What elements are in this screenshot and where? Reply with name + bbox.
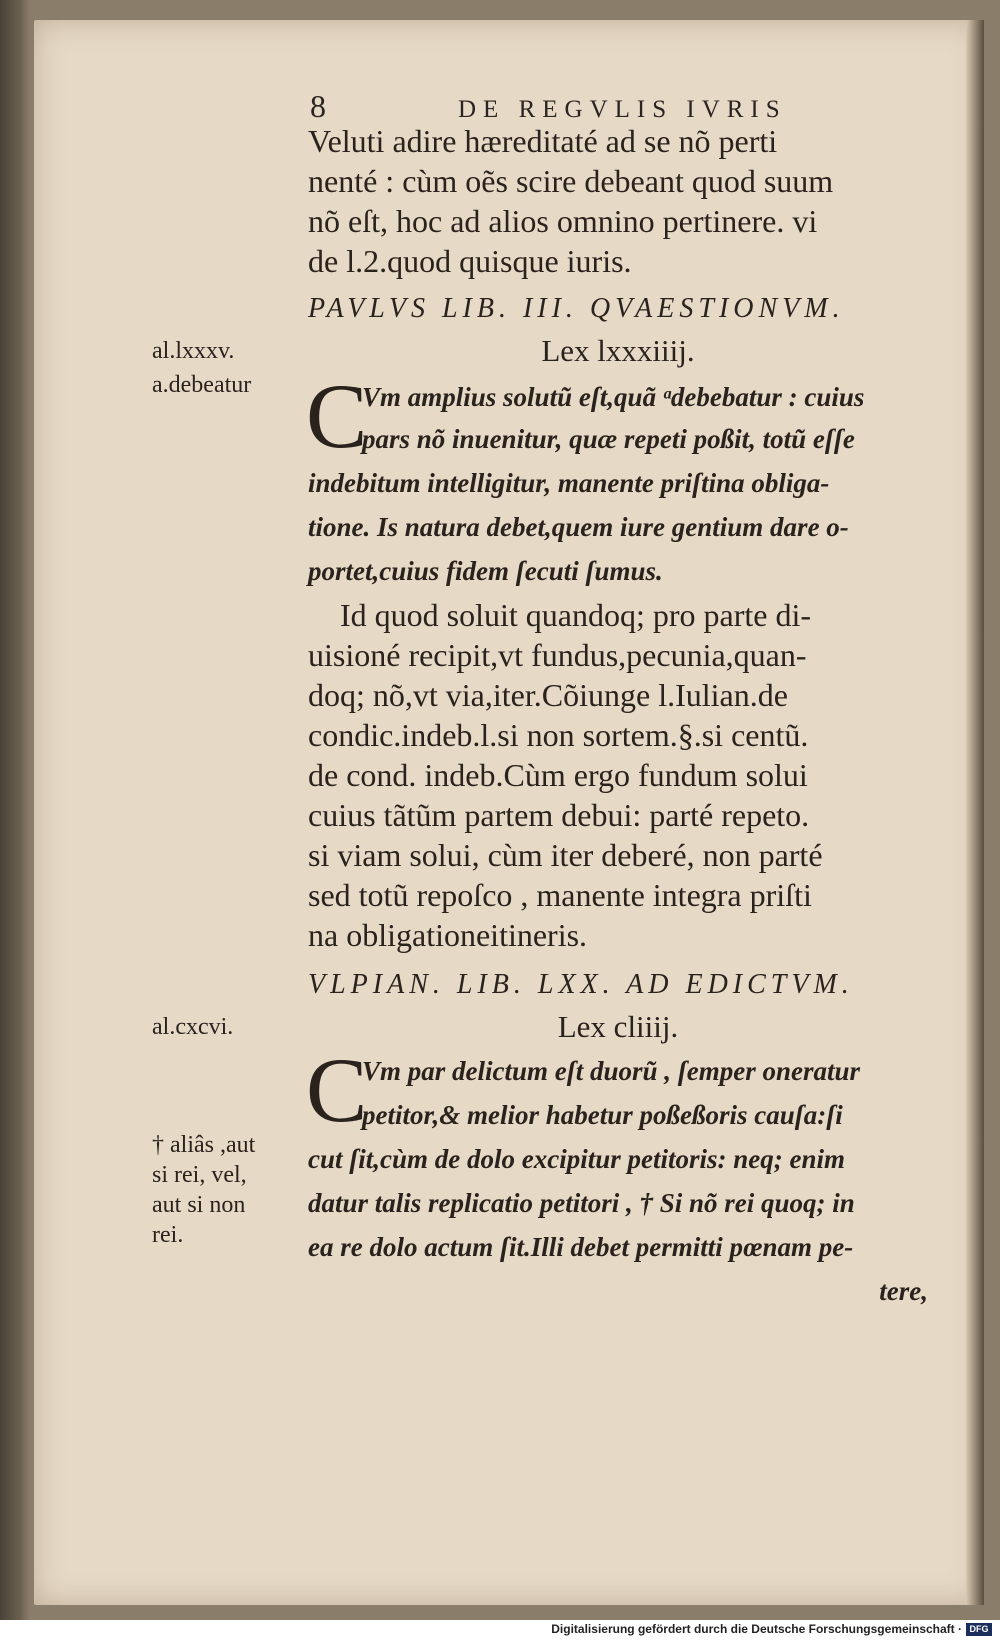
italic-line: tione. Is natura debet,quem iure gentium dare o- <box>308 512 849 542</box>
margin-note: † aliâs ,aut <box>152 1132 256 1158</box>
drop-initial: C <box>306 365 368 467</box>
text-line: de cond. indeb.Cùm ergo fundum solui <box>308 757 808 793</box>
author-heading: PAVLVS LIB. III. QVAESTIONVM. <box>308 293 845 324</box>
lex-heading: Lex lxxxiiij. <box>541 333 695 368</box>
text-line: si viam solui, cùm iter deberé, non parté <box>308 837 823 873</box>
margin-note: rei. <box>152 1222 184 1248</box>
margin-note: a.debeatur <box>152 372 252 398</box>
text-line: doq; nõ,vt via,iter.Cõiunge l.Iulian.de <box>308 677 788 713</box>
text-line: na obligationeitineris. <box>308 917 588 953</box>
funding-credit: Digitalisierung gefördert durch die Deutsche Forschungsgemeinschaft · <box>551 1622 962 1636</box>
lex-heading: Lex cliiij. <box>557 1009 679 1044</box>
dfg-logo-icon: DFG <box>966 1623 992 1636</box>
text-line: condic.indeb.l.si non sortem.§.si centũ. <box>308 717 809 753</box>
text-line: cuius tãtũm partem debui: parté repeto. <box>308 797 810 833</box>
text-line: de l.2.quod quisque iuris. <box>308 243 632 279</box>
text-line: Id quod soluit quandoq; pro parte di- <box>340 597 812 633</box>
footer-bar <box>0 1620 1000 1640</box>
italic-line: Vm amplius solutũ eſt,quã ᵃdebebatur : cuius <box>362 382 865 412</box>
page-number: 8 <box>310 88 326 124</box>
margin-note: si rei, vel, <box>152 1162 247 1188</box>
text-line: Veluti adire hæreditaté ad se nõ perti <box>308 123 778 159</box>
italic-line: petitor,& melior habetur poßeßoris cauſa:ſi <box>362 1100 843 1130</box>
italic-line: indebitum intelligitur, manente priſtina obliga- <box>308 468 830 498</box>
italic-line: cut ſit,cùm de dolo excipitur petitoris: neq; enim <box>308 1144 845 1174</box>
text-line: uisioné recipit,vt fundus,pecunia,quan- <box>308 637 807 673</box>
drop-initial: C <box>306 1039 368 1141</box>
running-head: DE REGVLIS IVRIS <box>458 96 787 123</box>
italic-line: ea re dolo actum ſit.Illi debet permitti pœnam pe- <box>308 1232 854 1262</box>
margin-note: al.lxxxv. <box>152 338 235 364</box>
page-gutter-shadow <box>966 20 984 1605</box>
text-line: nõ eſt, hoc ad alios omnino pertinere. vi <box>308 203 818 239</box>
italic-line: datur talis replicatio petitori , † Si nõ rei quoq; in <box>308 1188 855 1218</box>
author-heading: VLPIAN. LIB. LXX. AD EDICTVM. <box>308 969 854 1000</box>
italic-line: portet,cuius fidem ſecuti ſumus. <box>308 556 663 586</box>
margin-note: al.cxcvi. <box>152 1014 234 1040</box>
italic-line: Vm par delictum eſt duorũ , ſemper oneratur <box>362 1056 861 1086</box>
italic-line: tere, <box>879 1276 928 1306</box>
text-line: sed totũ repoſco , manente integra priſti <box>308 877 812 913</box>
text-line: nenté : cùm oẽs scire debeant quod suum <box>308 163 834 199</box>
margin-note: aut si non <box>152 1192 246 1218</box>
italic-line: pars nõ inuenitur, quæ repeti poßit, totũ eſſe <box>362 424 855 454</box>
